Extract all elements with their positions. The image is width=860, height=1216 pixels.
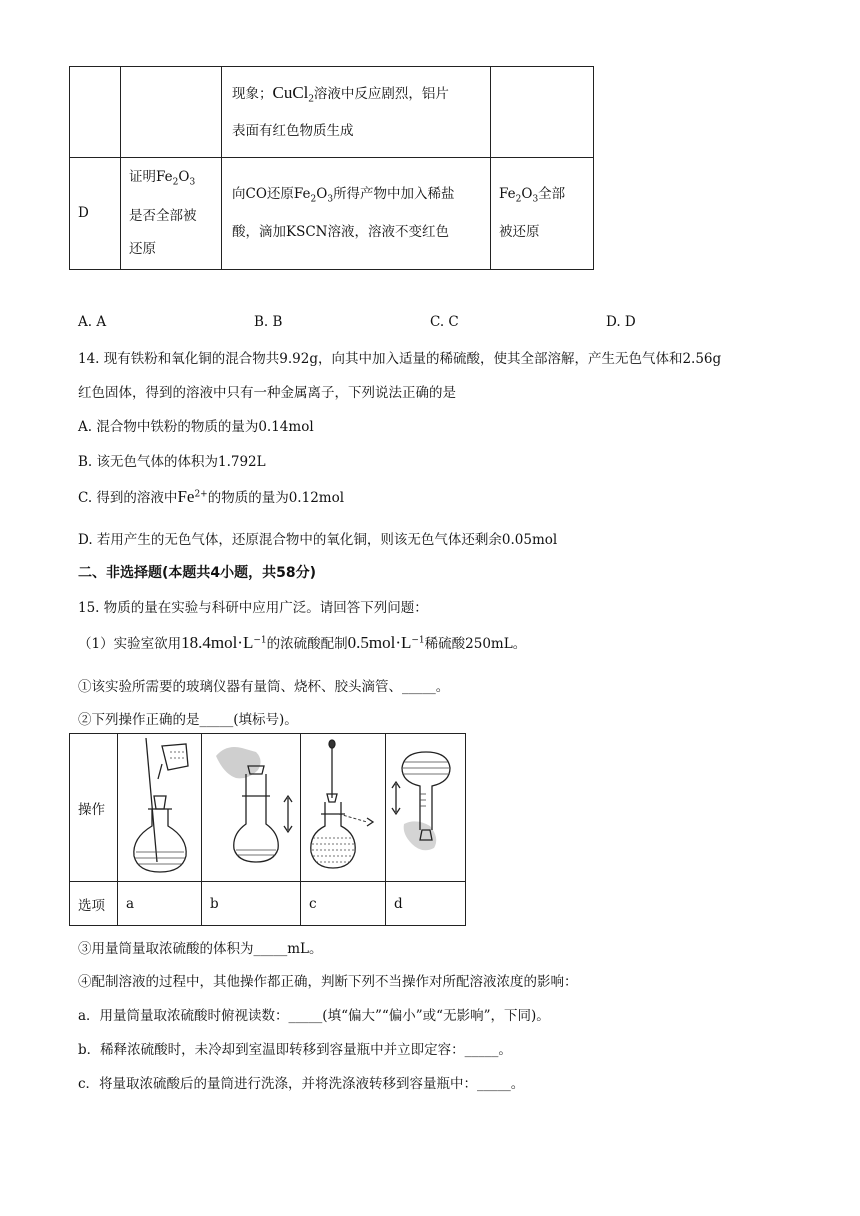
option-d: d [386, 882, 466, 926]
phenomenon-cell: 现象；CuCl$_2$溶液中反应剧烈，铝片 表面有红色物质生成 [222, 67, 491, 158]
diagram-a [118, 734, 202, 882]
q14-option-c: C. 得到的溶液中$Fe^{2+}$的物质的量为0.12mol [78, 487, 345, 506]
operations-table [69, 733, 466, 926]
q15-stem: 15. 物质的量在实验与科研中应用广泛。请回答下列问题： [78, 600, 428, 616]
cell-empty [491, 67, 594, 158]
row-label-operation: 操作 [70, 734, 118, 882]
cell-empty [70, 67, 121, 158]
inverted-flask-icon [386, 734, 465, 881]
q15-sub2: ②下列操作正确的是_____(填标号)。 [78, 712, 298, 728]
q15-sub3: ③用量筒量取浓硫酸的体积为_____mL。 [78, 941, 323, 957]
q15-sub1: ①该实验所需要的玻璃仪器有量筒、烧杯、胶头滴管、_____。 [78, 679, 450, 695]
flask-dropper-eye-icon [301, 734, 385, 881]
diagram-b [202, 734, 301, 882]
q15-part1: （1）实验室欲用$18.4mol\cdot L^{-1}$的浓硫酸配制$0.5mol\cdot L^{-1}$稀硫酸250mL。 [78, 633, 527, 652]
purpose-cell: 证明$Fe_2O_3$ 是否全部被 还原 [121, 158, 222, 270]
diagram-d [386, 734, 466, 882]
cell-empty [121, 67, 222, 158]
q14-option-a: A. 混合物中铁粉的物质的量为0.14mol [78, 419, 314, 435]
option-a: a [118, 882, 202, 926]
q15-sub4: ④配制溶液的过程中，其他操作都正确，判断下列不当操作对所配溶液浓度的影响： [78, 974, 578, 990]
q14-stem-line2: 红色固体，得到的溶液中只有一种金属离子，下列说法正确的是 [78, 385, 456, 401]
choice-a: A. A [78, 314, 107, 330]
volumetric-flask-pouring-icon [118, 734, 201, 881]
option-cell: D [70, 158, 121, 270]
choice-d: D. D [606, 314, 636, 330]
q15-sub4a: a．用量筒量取浓硫酸时俯视读数：_____(填“偏大”“偏小”或“无影响”，下同)。 [78, 1008, 550, 1024]
q15-sub4c: c．将量取浓硫酸后的量筒进行洗涤，并将洗涤液转移到容量瓶中：_____。 [78, 1076, 525, 1092]
operation-cell: 向CO还原$Fe_2O_3$所得产物中加入稀盐 酸，滴加KSCN溶液，溶液不变红色 [222, 158, 491, 270]
q15-sub4b: b．稀释浓硫酸时，未冷却到室温即转移到容量瓶中并立即定容：_____。 [78, 1042, 512, 1058]
q14-stem-line1: 14. 现有铁粉和氧化铜的混合物共9.92g，向其中加入适量的稀硫酸，使其全部溶解，产生无色气体和2.56g [78, 351, 722, 367]
conclusion-cell: $Fe_2O_3$全部 被还原 [491, 158, 594, 270]
choice-b: B. B [254, 314, 283, 330]
q14-option-d: D. 若用产生的无色气体，还原混合物中的氧化铜，则该无色气体还剩余0.05mol [78, 532, 558, 548]
flask-shaking-icon [202, 734, 300, 881]
choice-c: C. C [430, 314, 459, 330]
option-b: b [202, 882, 301, 926]
q14-option-b: B. 该无色气体的体积为1.792L [78, 454, 266, 470]
q13-table [69, 66, 594, 270]
section-heading: 二、非选择题(本题共4小题，共58分) [78, 565, 317, 581]
diagram-c [301, 734, 386, 882]
row-label-option: 选项 [70, 882, 118, 926]
option-c: c [301, 882, 386, 926]
